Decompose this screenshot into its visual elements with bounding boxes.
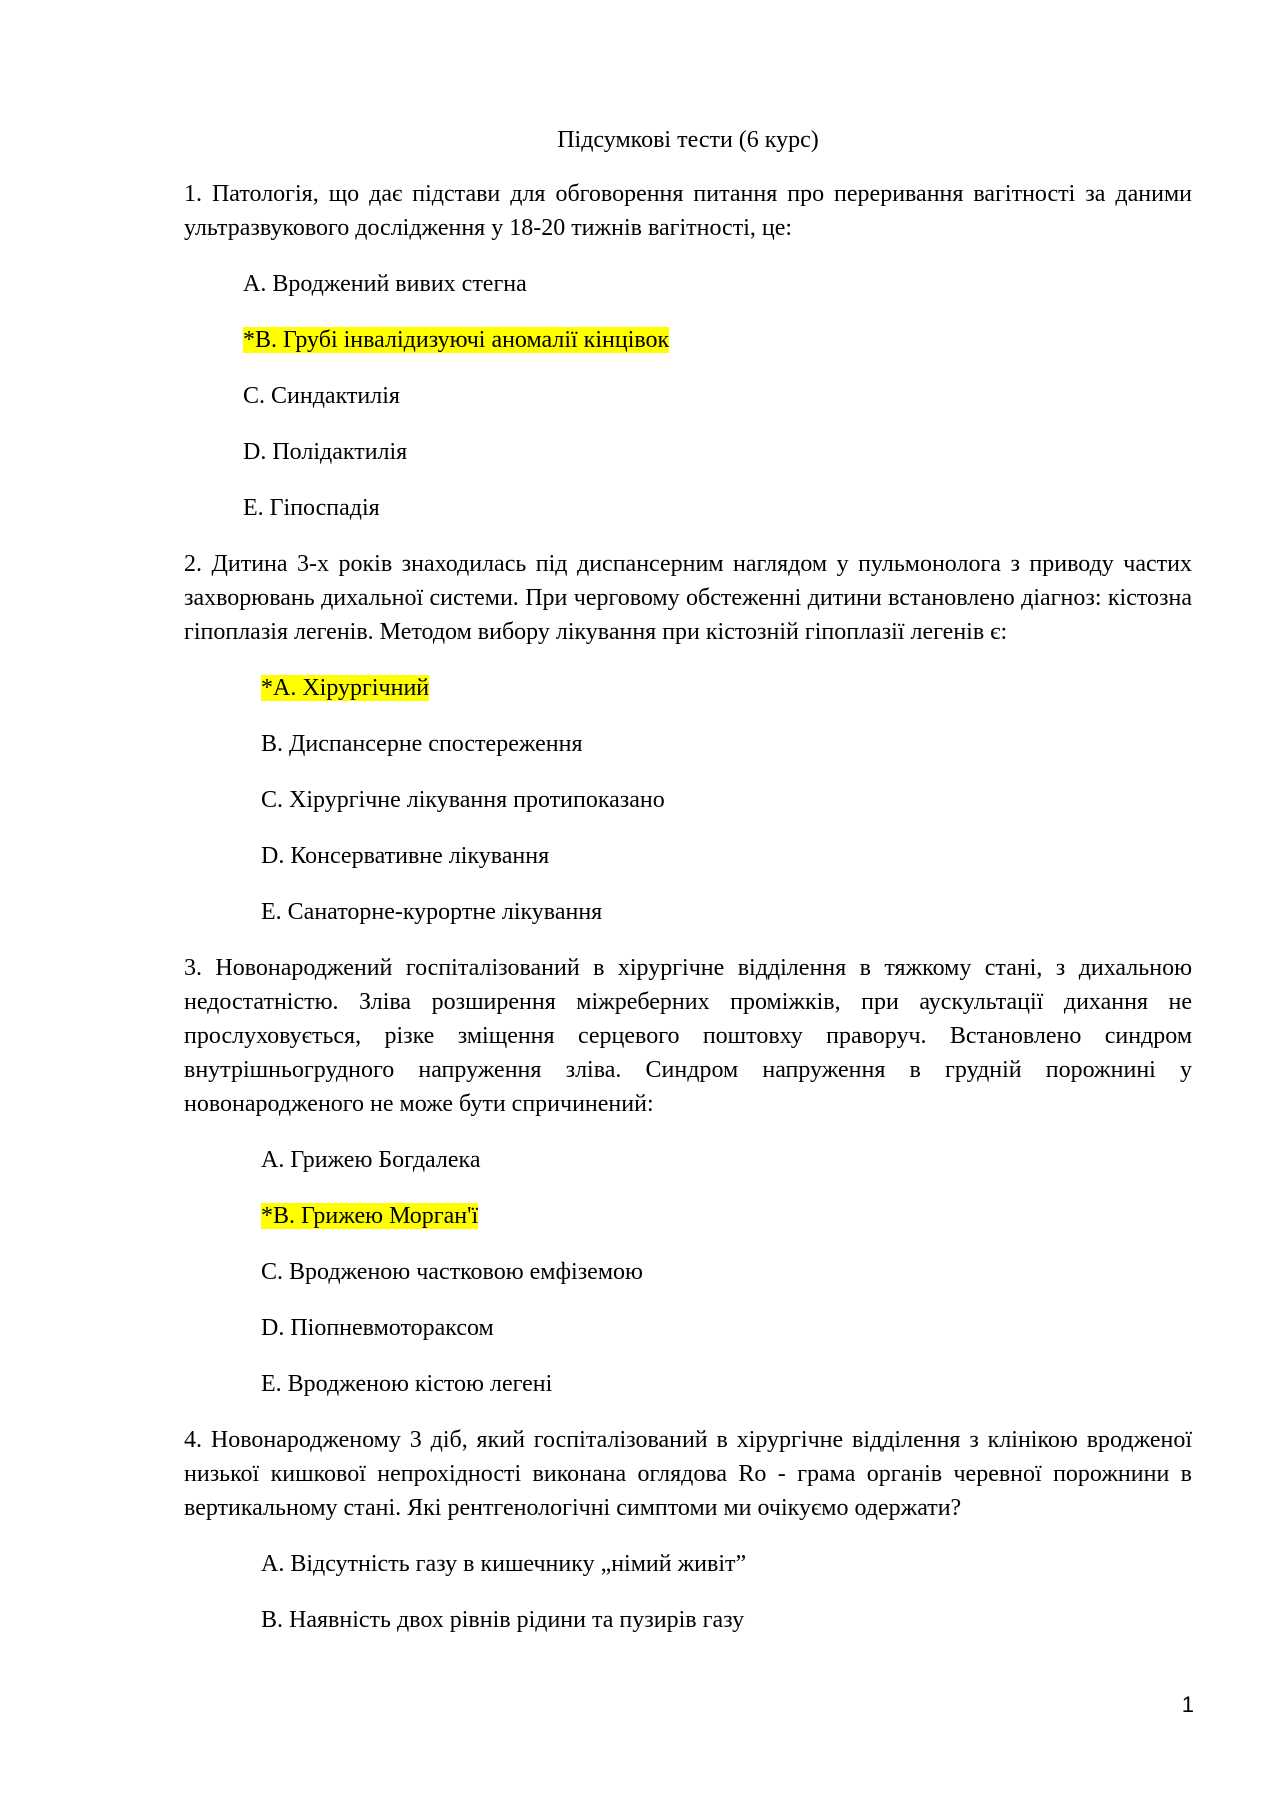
correct-answer-highlight: *B. Грубі інвалідизуючі аномалії кінцівок (243, 327, 670, 353)
option-text: C. Синдактилія (243, 383, 400, 409)
question-2-option-c (184, 783, 1192, 817)
option-text: E. Гіпоспадія (243, 495, 380, 521)
question-3-text: 3. Новонароджений госпіталізований в хірургічне відділення в тяжкому стані, з дихальною недостатністю. Зліва розширення міжреберних проміжків, при аускультації дихання не прослуховується, різке зміщення серцевого поштовху праворуч. Встановлено синдром внутрішньогрудного напруження зліва. Синдром напруження в грудній порожнині у новонародженого не може бути спричинений: (184, 955, 1192, 1117)
question-2-option-b (184, 727, 1192, 761)
page-number: 1 (1181, 1692, 1194, 1717)
question-3-option-c (184, 1255, 1192, 1289)
question-2-option-e (184, 895, 1192, 929)
question-3-option-a (184, 1143, 1192, 1177)
option-text: A. Відсутність газу в кишечнику „німий живіт” (261, 1551, 747, 1577)
document-title: Підсумкові тести (6 курс) (557, 127, 819, 153)
option-text: E. Санаторне-курортне лікування (261, 899, 603, 925)
question-3-option-e (184, 1367, 1192, 1401)
option-text: D. Полідактилія (243, 439, 408, 465)
option-text: D. Піопневмотораксом (261, 1315, 494, 1341)
option-text: D. Консервативне лікування (261, 843, 550, 869)
question-4-option-a (184, 1547, 1192, 1581)
document-body (184, 123, 1192, 1659)
correct-answer-highlight: *A. Хірургічний (261, 675, 430, 701)
option-text: E. Вродженою кістою легені (261, 1371, 553, 1397)
option-text: A. Грижею Богдалека (261, 1147, 481, 1173)
question-1-options (184, 267, 1192, 525)
question-1-option-c (184, 379, 1192, 413)
question-1-option-d (184, 435, 1192, 469)
question-1-text: 1. Патологія, що дає підстави для обговорення питання про переривання вагітності за даними ультразвукового дослідження у 18-20 тижнів вагітності, це: (184, 181, 1192, 241)
question-2-text: 2. Дитина 3-х років знаходилась під диспансерним наглядом у пульмонолога з приводу частих захворювань дихальної системи. При черговому обстеженні дитини встановлено діагноз: кістозна гіпоплазія легенів. Методом вибору лікування при кістозній гіпоплазії легенів є: (184, 551, 1192, 645)
question-1-option-a (184, 267, 1192, 301)
question-2-options (184, 671, 1192, 929)
option-text: C. Хірургічне лікування протипоказано (261, 787, 665, 813)
question-4-option-b (184, 1603, 1192, 1637)
option-text: B. Наявність двох рівнів рідини та пузирів газу (261, 1607, 745, 1633)
question-1-option-e (184, 491, 1192, 525)
question-2-option-a-correct (184, 671, 1192, 705)
question-1-option-b-correct (184, 323, 1192, 357)
question-3-option-d (184, 1311, 1192, 1345)
correct-answer-highlight: *B. Грижею Морган'ї (261, 1203, 479, 1229)
question-4-options (184, 1547, 1192, 1637)
question-3-options (184, 1143, 1192, 1401)
question-4-text: 4. Новонародженому 3 діб, який госпіталізований в хірургічне відділення з клінікою вродженої низької кишкової непрохідності виконана оглядова Ro - грама органів черевної порожнини в вертикальному стані. Які рентгенологічні симптоми ми очікуємо одержати? (184, 1427, 1192, 1521)
question-2-option-d (184, 839, 1192, 873)
question-3-option-b-correct (184, 1199, 1192, 1233)
option-text: A. Вроджений вивих стегна (243, 271, 527, 297)
option-text: C. Вродженою частковою емфіземою (261, 1259, 643, 1285)
option-text: B. Диспансерне спостереження (261, 731, 583, 757)
